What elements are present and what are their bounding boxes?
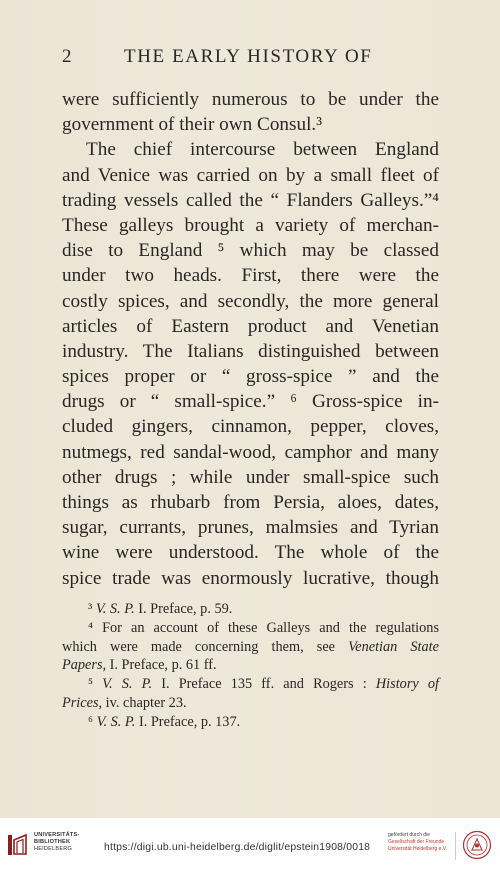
library-name-line: HEIDELBERG (34, 846, 73, 852)
text-line: things as rhubarb from Persia, aloes, dates, (62, 492, 439, 513)
text-line: These galleys brought a variety of merchan- (62, 214, 439, 236)
body-text (62, 87, 439, 591)
footnote-marker: ⁶ (88, 713, 93, 730)
text-line: and Venice was carried on by a small fleet of (62, 164, 439, 186)
text-line: government of their own Consul.³ (62, 114, 322, 136)
footnote-italic: Papers, (62, 657, 107, 674)
text-line: under two heads. First, there were the (62, 265, 439, 287)
text-line: articles of Eastern product and Venetian (62, 315, 439, 337)
footnotes (62, 600, 439, 732)
footnote-ref: V. S. P. (102, 676, 153, 693)
sponsor-label: gefördert durch die (388, 832, 430, 838)
footnote-4 (62, 619, 439, 638)
footnote-text: For an account of these Galleys and the regulations (102, 619, 440, 636)
footnote-text: iv. chapter 23. (102, 694, 187, 711)
text-line: spices proper or “ gross-spice ” and the (62, 366, 439, 388)
footnote-text: I. Preface, p. 61 ff. (106, 657, 217, 674)
text-line: other drugs ; while under small-spice such (62, 466, 439, 488)
footnote-ref: V. S. P. (95, 601, 135, 617)
footnote-italic: History of (375, 676, 439, 693)
sponsor-name: Gesellschaft der Freunde (388, 839, 445, 845)
library-name (34, 832, 80, 853)
running-title: THE EARLY HISTORY OF (124, 46, 373, 67)
footnote-text: I. Preface, p. 59. (134, 601, 233, 617)
footnote-5-cont (62, 694, 439, 713)
footnote-ref: V. S. P. (96, 713, 136, 730)
library-name-line: BIBLIOTHEK (34, 839, 71, 845)
text-line: spice trade was enormously lucrative, though (62, 567, 439, 589)
text-line: dise to England ⁵ which may be classed (62, 240, 439, 262)
footnote-marker: ⁴ (88, 619, 93, 636)
text-line: trading vessels called the “ Flanders Galleys.”⁴ (62, 189, 439, 211)
text-line: industry. The Italians distinguished between (62, 340, 439, 362)
library-name-line: UNIVERSITÄTS- (34, 832, 80, 838)
footnote-italic: Prices, (62, 694, 103, 711)
footnote-text: which were made concerning them, see (62, 638, 349, 655)
text-line: drugs or “ small-spice.” ⁶ Gross-spice in- (62, 391, 439, 413)
text-line: were sufficiently numerous to be under the (62, 89, 439, 110)
running-head (62, 46, 442, 74)
footnote-4-cont (62, 656, 439, 675)
footnote-italic: Venetian State (348, 638, 439, 655)
text-line: costly spices, and secondly, the more general (62, 290, 439, 312)
text-line: wine were understood. The whole of the (62, 542, 439, 564)
library-logo-icon (6, 832, 32, 858)
footnote-marker: ⁵ (88, 676, 93, 693)
sponsor-note (388, 832, 450, 853)
footnote-5 (62, 675, 439, 694)
text-line: The chief intercourse between England (86, 139, 439, 161)
footer-divider (455, 832, 456, 860)
page-number: 2 (62, 46, 74, 67)
text-line: nutmegs, red sandal-wood, camphor and many (62, 441, 439, 463)
footnote-text: I. Preface, p. 137. (135, 713, 241, 730)
footnote-marker: ³ (88, 601, 93, 617)
footnote-3 (62, 600, 439, 619)
footnote-text: I. Preface 135 ff. and Rogers : (152, 676, 376, 693)
text-line: cluded gingers, cinnamon, pepper, cloves, (62, 416, 439, 438)
footnote-6 (62, 713, 439, 732)
university-seal-icon (462, 830, 492, 860)
viewer-footer (0, 818, 500, 870)
permalink-url[interactable]: https://digi.ub.uni-heidelberg.de/diglit/epstein1908/0018 (104, 842, 371, 853)
text-line: sugar, currants, prunes, malmsies and Tyrian (62, 517, 439, 539)
footnote-4-cont (62, 638, 439, 657)
sponsor-name: Universität Heidelberg e.V. (388, 846, 448, 852)
